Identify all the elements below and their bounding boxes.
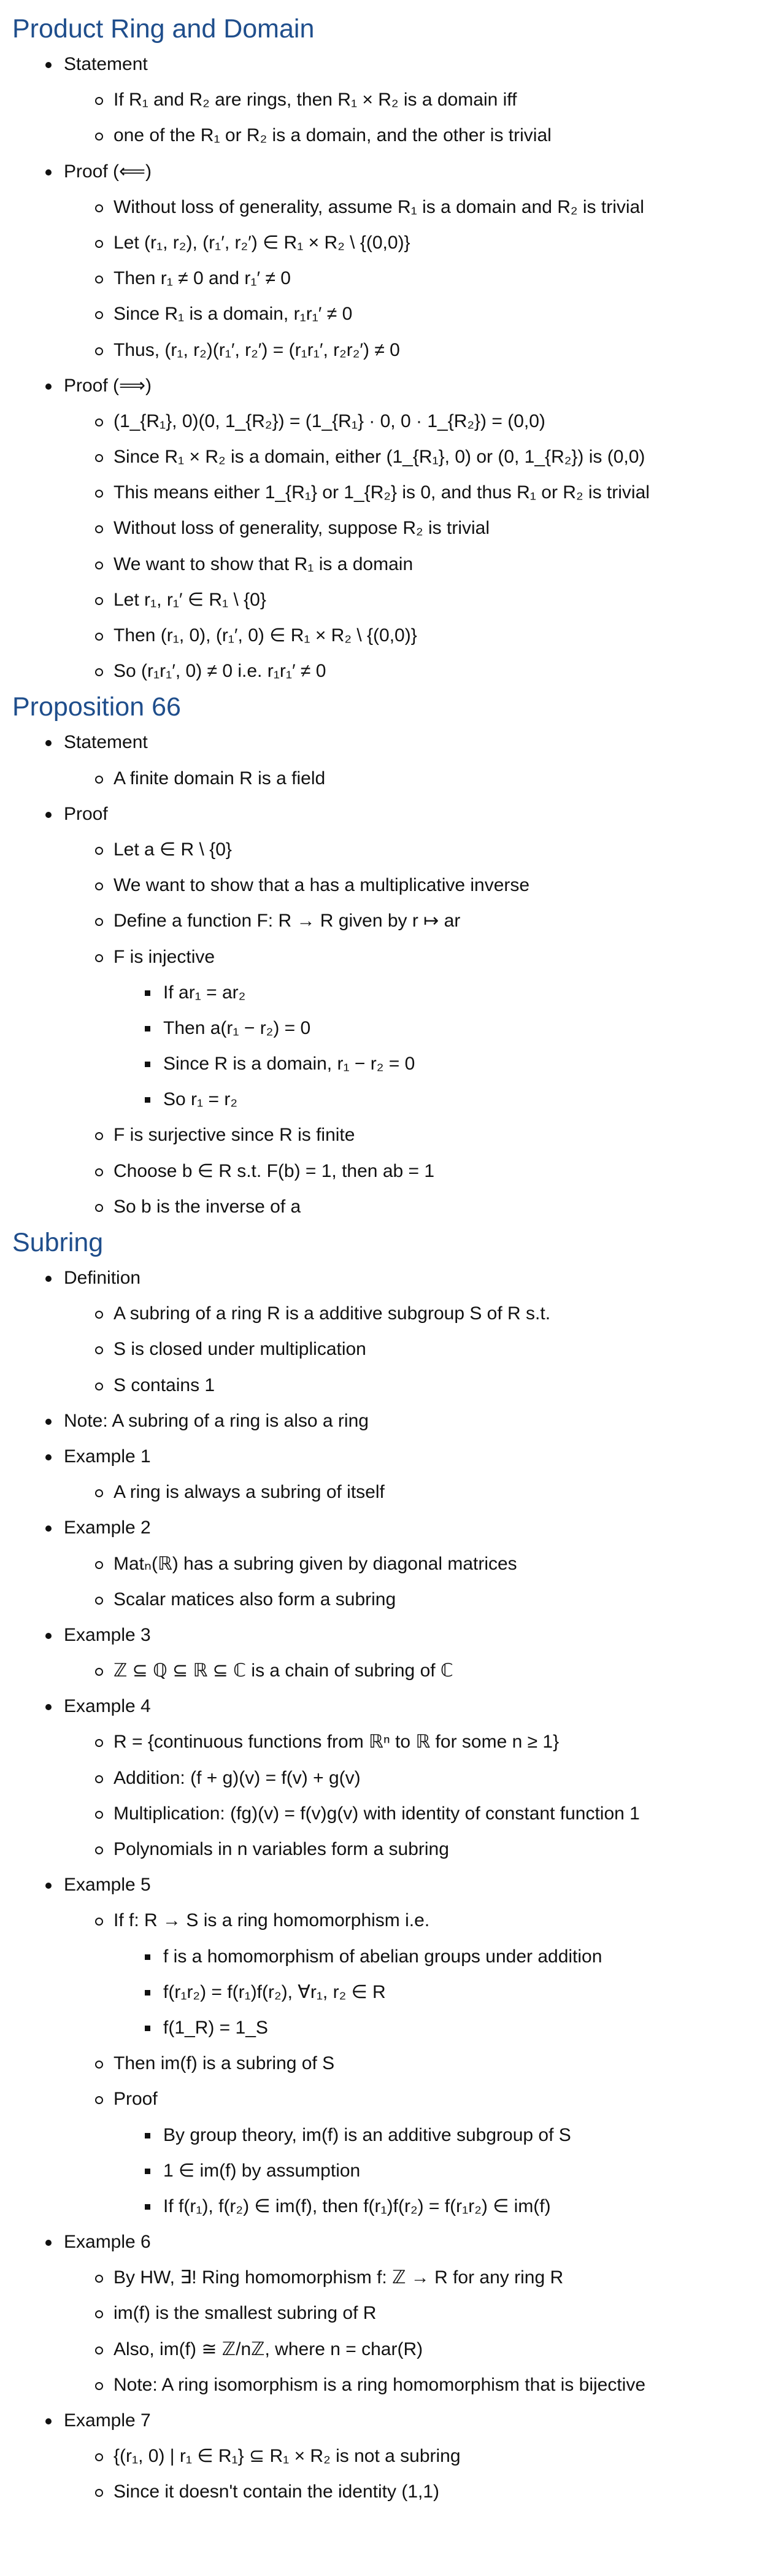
list-item: im(f) is the smallest subring of R — [12, 2296, 762, 2331]
list-item: f is a homomorphism of abelian groups under addition — [12, 1939, 762, 1975]
list-item: A finite domain R is a field — [12, 761, 762, 796]
list-item: Since R₁ × R₂ is a domain, either (1_{R₁}, 0) or (0, 1_{R₂}) is (0,0) — [12, 439, 762, 475]
list-item: If R₁ and R₂ are rings, then R₁ × R₂ is a domain iff — [12, 82, 762, 118]
list-item: (1_{R₁}, 0)(0, 1_{R₂}) = (1_{R₁} · 0, 0 · 1_{R₂}) = (0,0) — [12, 404, 762, 439]
list-item: A ring is always a subring of itself — [12, 1475, 762, 1510]
list-item: S is closed under multiplication — [12, 1332, 762, 1367]
section — [12, 689, 762, 1225]
list-item: Matₙ(ℝ) has a subring given by diagonal matrices — [12, 1546, 762, 1582]
list-item: ℤ ⊆ ℚ ⊆ ℝ ⊆ ℂ is a chain of subring of ℂ — [12, 1653, 762, 1689]
section — [12, 1225, 762, 2510]
list-item: Definition — [12, 1260, 762, 1296]
list-item: Scalar matices also form a subring — [12, 1582, 762, 1618]
list-item: Proof (⟹) — [12, 368, 762, 404]
list-item: R = {continuous functions from ℝⁿ to ℝ for some n ≥ 1} — [12, 1724, 762, 1760]
list-item: Thus, (r₁, r₂)(r₁′, r₂′) = (r₁r₁′, r₂r₂′) ≠ 0 — [12, 333, 762, 368]
bullet-list — [12, 1260, 762, 2510]
list-item: By group theory, im(f) is an additive subgroup of S — [12, 2118, 762, 2153]
list-item: Then a(r₁ − r₂) = 0 — [12, 1011, 762, 1046]
list-item: If f: R → S is a ring homomorphism i.e. — [12, 1903, 762, 1938]
list-item: Example 1 — [12, 1439, 762, 1475]
bullet-list — [12, 47, 762, 689]
list-item: Polynomials in n variables form a subring — [12, 1832, 762, 1867]
list-item: By HW, ∃! Ring homomorphism f: ℤ → R for any ring R — [12, 2260, 762, 2296]
list-item: Then r₁ ≠ 0 and r₁′ ≠ 0 — [12, 261, 762, 296]
section-heading: Subring — [12, 1228, 104, 1257]
list-item: A subring of a ring R is a additive subgroup S of R s.t. — [12, 1296, 762, 1332]
list-item: Note: A ring isomorphism is a ring homomorphism that is bijective — [12, 2367, 762, 2403]
list-item: F is injective — [12, 939, 762, 975]
list-item: So b is the inverse of a — [12, 1189, 762, 1225]
list-item: Note: A subring of a ring is also a ring — [12, 1403, 762, 1439]
list-item: Example 4 — [12, 1689, 762, 1724]
list-item: {(r₁, 0) | r₁ ∈ R₁} ⊆ R₁ × R₂ is not a subring — [12, 2439, 762, 2474]
list-item: Example 5 — [12, 1867, 762, 1903]
list-item: Choose b ∈ R s.t. F(b) = 1, then ab = 1 — [12, 1154, 762, 1189]
list-item: Without loss of generality, suppose R₂ is trivial — [12, 511, 762, 546]
list-item: Example 7 — [12, 2403, 762, 2439]
list-item: Without loss of generality, assume R₁ is a domain and R₂ is trivial — [12, 190, 762, 225]
bullet-list — [12, 725, 762, 1225]
list-item: Statement — [12, 47, 762, 82]
list-item: f(1_R) = 1_S — [12, 2010, 762, 2046]
list-item: F is surjective since R is finite — [12, 1117, 762, 1153]
list-item: We want to show that a has a multiplicative inverse — [12, 868, 762, 903]
list-item: We want to show that R₁ is a domain — [12, 547, 762, 582]
list-item: Addition: (f + g)(v) = f(v) + g(v) — [12, 1760, 762, 1796]
section-heading: Proposition 66 — [12, 692, 181, 722]
list-item: This means either 1_{R₁} or 1_{R₂} is 0, and thus R₁ or R₂ is trivial — [12, 475, 762, 511]
list-item: Statement — [12, 725, 762, 760]
list-item: Proof — [12, 2081, 762, 2117]
list-item: Let r₁, r₁′ ∈ R₁ \ {0} — [12, 582, 762, 618]
list-item: So r₁ = r₂ — [12, 1082, 762, 1117]
list-item: Let (r₁, r₂), (r₁′, r₂′) ∈ R₁ × R₂ \ {(0,0)} — [12, 225, 762, 261]
list-item: Multiplication: (fg)(v) = f(v)g(v) with identity of constant function 1 — [12, 1796, 762, 1832]
list-item: Since R₁ is a domain, r₁r₁′ ≠ 0 — [12, 296, 762, 332]
list-item: S contains 1 — [12, 1368, 762, 1403]
section — [12, 11, 762, 689]
list-item: Since R is a domain, r₁ − r₂ = 0 — [12, 1046, 762, 1082]
list-item: If ar₁ = ar₂ — [12, 975, 762, 1011]
list-item: Then (r₁, 0), (r₁′, 0) ∈ R₁ × R₂ \ {(0,0)} — [12, 618, 762, 654]
section-heading: Product Ring and Domain — [12, 14, 315, 44]
list-item: Example 3 — [12, 1618, 762, 1653]
list-item: Then im(f) is a subring of S — [12, 2046, 762, 2081]
list-item: Example 6 — [12, 2224, 762, 2260]
list-item: Example 2 — [12, 1510, 762, 1546]
list-item: one of the R₁ or R₂ is a domain, and the other is trivial — [12, 118, 762, 153]
list-item: Proof (⟸) — [12, 154, 762, 190]
list-item: Also, im(f) ≅ ℤ/nℤ, where n = char(R) — [12, 2332, 762, 2367]
list-item: Since it doesn't contain the identity (1,1) — [12, 2474, 762, 2510]
list-item: Let a ∈ R \ {0} — [12, 832, 762, 868]
list-item: Define a function F: R → R given by r ↦ ar — [12, 903, 762, 939]
list-item: So (r₁r₁′, 0) ≠ 0 i.e. r₁r₁′ ≠ 0 — [12, 654, 762, 689]
list-item: Proof — [12, 796, 762, 832]
list-item: If f(r₁), f(r₂) ∈ im(f), then f(r₁)f(r₂) = f(r₁r₂) ∈ im(f) — [12, 2189, 762, 2224]
list-item: 1 ∈ im(f) by assumption — [12, 2153, 762, 2189]
list-item: f(r₁r₂) = f(r₁)f(r₂), ∀r₁, r₂ ∈ R — [12, 1975, 762, 2010]
